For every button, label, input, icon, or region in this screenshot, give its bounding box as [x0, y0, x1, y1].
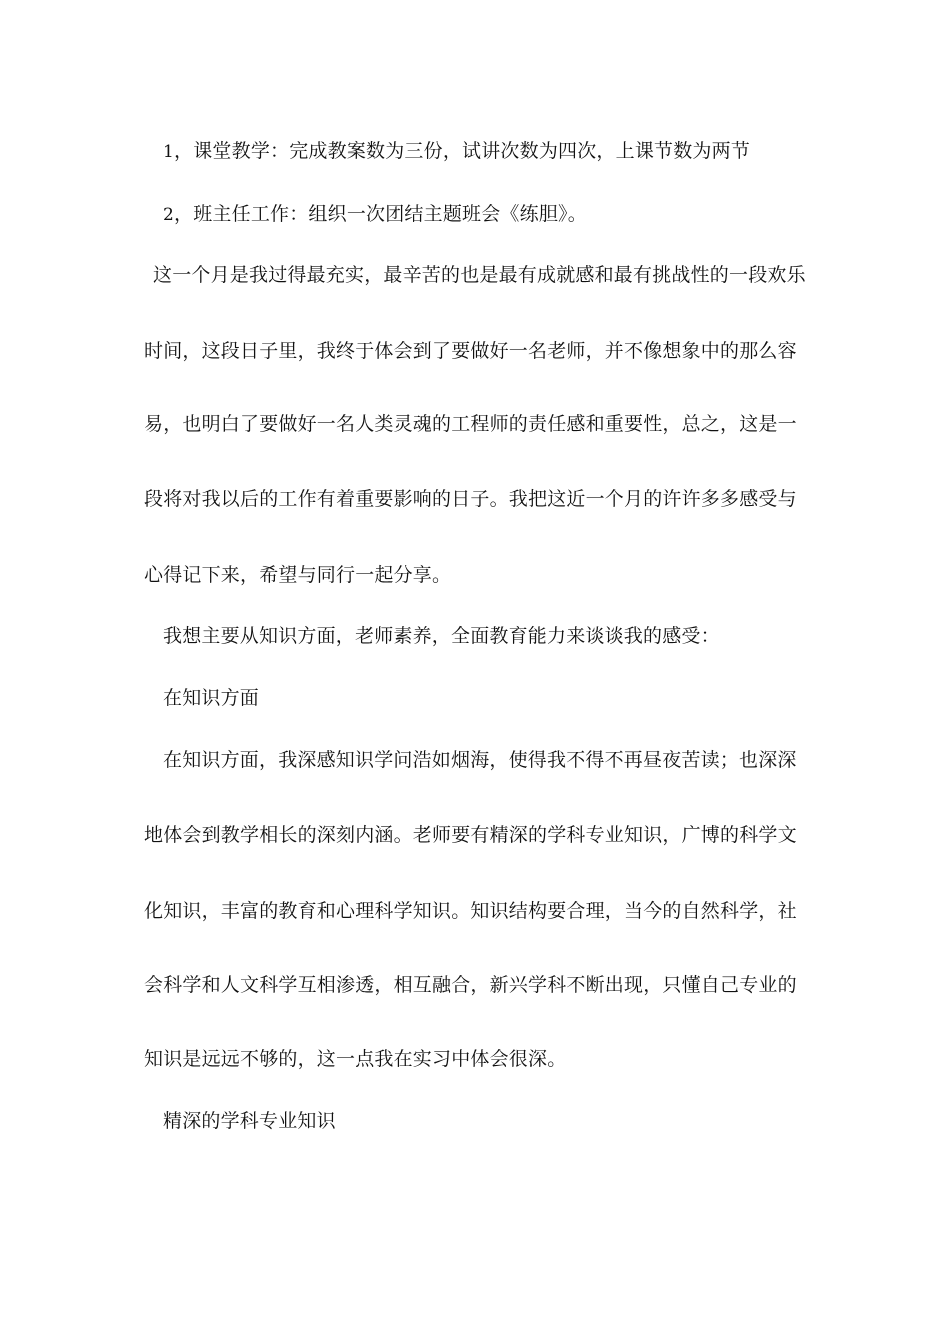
section-heading: 精深的学科专业知识 — [163, 1110, 336, 1132]
paragraph-line: 这一个月是我过得最充实，最辛苦的也是最有成就感和最有挑战性的一段欢乐 — [153, 264, 806, 286]
paragraph-line: 心得记下来，希望与同行一起分享。 — [144, 564, 452, 586]
list-number: 1 — [163, 142, 175, 162]
list-number: 2 — [163, 205, 175, 225]
paragraph-line: 时间，这段日子里，我终于体会到了要做好一名老师，并不像想象中的那么容 — [144, 340, 797, 362]
list-item-2 — [163, 202, 587, 227]
paragraph-line: 易，也明白了要做好一名人类灵魂的工程师的责任感和重要性，总之，这是一 — [144, 413, 797, 435]
list-item-1 — [163, 139, 750, 164]
paragraph-line: 会科学和人文科学互相渗透，相互融合，新兴学科不断出现，只懂自己专业的 — [144, 974, 797, 996]
list-text: ，班主任工作：组织一次团结主题班会《练胆》。 — [174, 203, 587, 225]
paragraph-line: 段将对我以后的工作有着重要影响的日子。我把这近一个月的许许多多感受与 — [144, 488, 797, 510]
intro-line: 我想主要从知识方面，老师素养，全面教育能力来谈谈我的感受： — [163, 625, 720, 647]
paragraph-line: 地体会到教学相长的深刻内涵。老师要有精深的学科专业知识，广博的科学文 — [144, 824, 797, 846]
paragraph-line: 在知识方面，我深感知识学问浩如烟海，使得我不得不再昼夜苦读；也深深 — [163, 749, 797, 771]
paragraph-line: 化知识，丰富的教育和心理科学知识。知识结构要合理，当今的自然科学，社 — [144, 900, 797, 922]
paragraph-line: 知识是远远不够的，这一点我在实习中体会很深。 — [144, 1048, 567, 1070]
list-text: ，课堂教学：完成教案数为三份，试讲次数为四次，上课节数为两节 — [174, 140, 751, 162]
section-heading: 在知识方面 — [163, 687, 260, 709]
